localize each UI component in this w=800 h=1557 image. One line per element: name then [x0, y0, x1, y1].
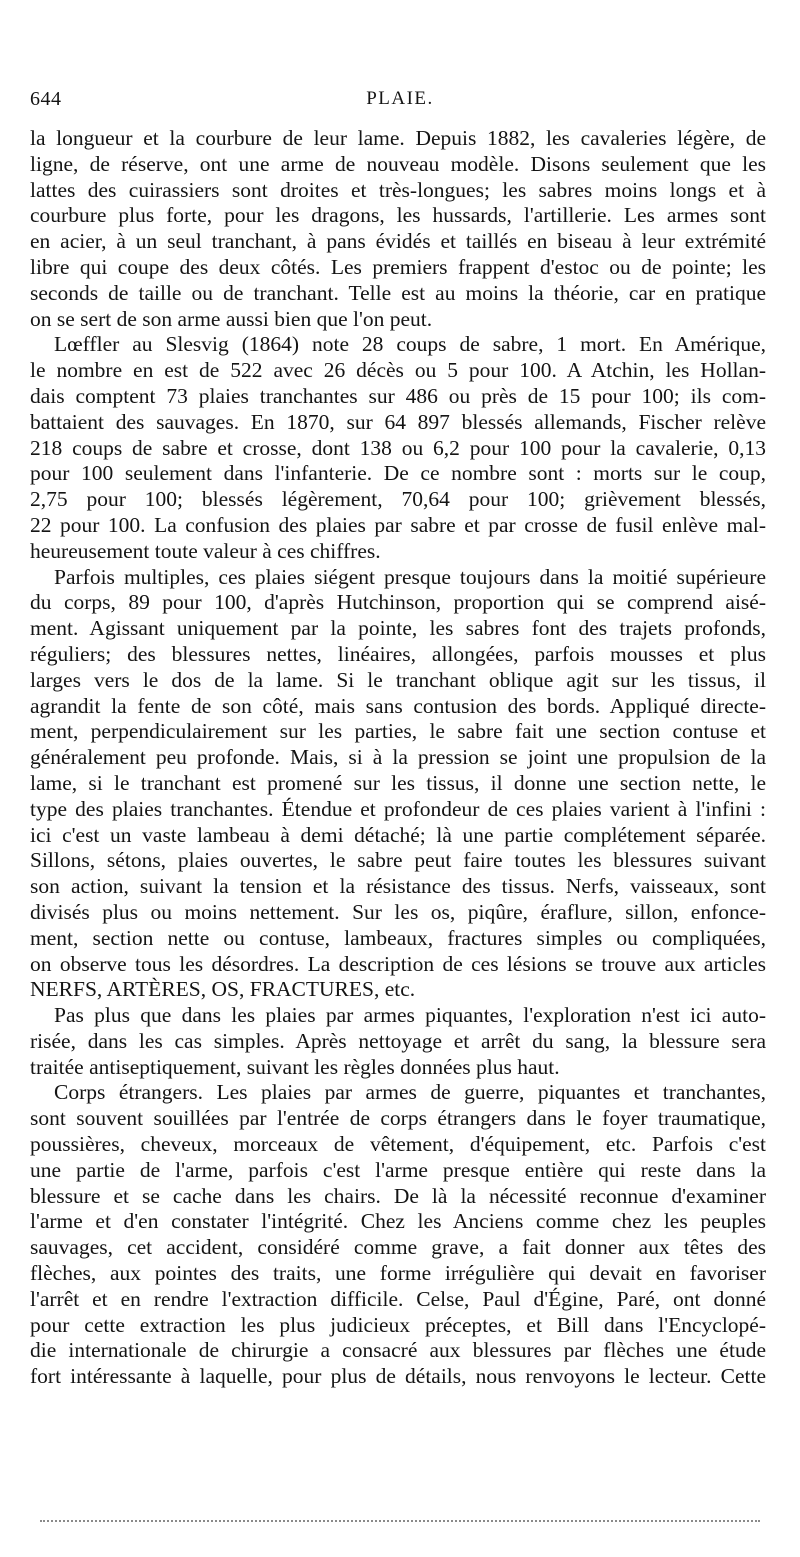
text-line: sauvages, cet accident, considéré comme grave, a fait donner aux têtes des	[30, 1235, 766, 1260]
running-title: PLAIE.	[366, 88, 434, 109]
text-line: le nombre en est de 522 avec 26 décès ou 5 pour 100. A Atchin, les Hollan-	[30, 358, 766, 383]
text-line: une partie de l'arme, parfois c'est l'arme presque entière qui reste dans la	[30, 1157, 766, 1182]
text-line: ment, perpendiculairement sur les parties, le sabre fait une section contuse et	[30, 719, 766, 744]
text-line: son action, suivant la tension et la résistance des tissus. Nerfs, vaisseaux, sont	[30, 874, 766, 899]
text-line: lattes des cuirassiers sont droites et très-longues; les sabres moins longs et à	[30, 177, 766, 202]
text-line: l'arme et d'en constater l'intégrité. Chez les Anciens comme chez les peuples	[30, 1209, 766, 1234]
paragraph-first-line: Lœffler au Slesvig (1864) note 28 coups de sabre, 1 mort. En Amérique,	[54, 332, 766, 357]
text-line: dais comptent 73 plaies tranchantes sur 486 ou près de 15 pour 100; ils com-	[30, 383, 766, 408]
text-line: NERFS, ARTÈRES, OS, FRACTURES, etc.	[30, 977, 416, 1002]
text-line: blessure et se cache dans les chairs. De là la nécessité reconnue d'examiner	[30, 1183, 766, 1208]
text-line: ment. Agissant uniquement par la pointe, les sabres font des trajets profonds,	[30, 616, 766, 641]
text-line: pour 100 seulement dans l'infanterie. De ce nombre sont : morts sur le coup,	[30, 461, 766, 486]
text-line: 2,75 pour 100; blessés légèrement, 70,64 pour 100; grièvement blessés,	[30, 487, 766, 512]
text-line: la longueur et la courbure de leur lame. Depuis 1882, les cavaleries légère, de	[30, 126, 766, 150]
text-line: poussières, cheveux, morceaux de vêtement, d'équipement, etc. Parfois c'est	[30, 1132, 766, 1157]
text-line: lame, si le tranchant est promené sur les tissus, il donne une section nette, le	[30, 770, 766, 795]
paragraph-first-line: Parfois multiples, ces plaies siégent presque toujours dans la moitié supérieure	[54, 564, 766, 589]
text-line: flèches, aux pointes des traits, une forme irrégulière qui devait en favoriser	[30, 1261, 766, 1286]
text-line: die internationale de chirurgie a consacré aux blessures par flèches une étude	[30, 1338, 766, 1363]
text-line: risée, dans les cas simples. Après nettoyage et arrêt du sang, la blessure sera	[30, 1028, 766, 1053]
text-line: Sillons, sétons, plaies ouvertes, le sabre peut faire toutes les blessures suivant	[30, 848, 766, 873]
page-header	[30, 88, 770, 118]
text-line: réguliers; des blessures nettes, linéaires, allongées, parfois mousses et plus	[30, 641, 766, 666]
text-line: divisés plus ou moins nettement. Sur les os, piqûre, éraflure, sillon, enfonce-	[30, 899, 766, 924]
text-line: l'arrêt et en rendre l'extraction difficile. Celse, Paul d'Égine, Paré, ont donné	[30, 1286, 766, 1311]
text-line: type des plaies tranchantes. Étendue et profondeur de ces plaies varient à l'infini :	[30, 796, 766, 821]
text-line: généralement peu profonde. Mais, si à la pression se joint une propulsion de la	[30, 745, 766, 770]
text-line: traitée antiseptiquement, suivant les règles données plus haut.	[30, 1054, 560, 1079]
text-line: on observe tous les désordres. La description de ces lésions se trouve aux articles	[30, 951, 766, 976]
text-line: larges vers le dos de la lame. Si le tranchant oblique agit sur les tissus, il	[30, 667, 766, 692]
text-line: ment, section nette ou contuse, lambeaux, fractures simples ou compliquées,	[30, 925, 766, 950]
text-line: heureusement toute valeur à ces chiffres.	[30, 538, 381, 563]
text-line: fort intéressante à laquelle, pour plus de détails, nous renvoyons le lecteur. Cette	[30, 1364, 766, 1389]
text-line: seconds de taille ou de tranchant. Telle est au moins la théorie, car en pratique	[30, 280, 766, 305]
text-line: pour cette extraction les plus judicieux préceptes, et Bill dans l'Encyclopé-	[30, 1312, 766, 1337]
paragraph-first-line: Pas plus que dans les plaies par armes piquantes, l'exploration n'est ici auto-	[54, 1003, 766, 1028]
text-line: courbure plus forte, pour les dragons, les hussards, l'artillerie. Les armes sont	[30, 203, 766, 228]
text-line: ligne, de réserve, ont une arme de nouveau modèle. Disons seulement que les	[30, 151, 766, 176]
text-line: 218 coups de sabre et crosse, dont 138 ou 6,2 pour 100 pour la cavalerie, 0,13	[30, 435, 766, 460]
text-line: on se sert de son arme aussi bien que l'on peut.	[30, 306, 433, 331]
text-line: sont souvent souillées par l'entrée de corps étrangers dans le foyer traumatique,	[30, 1106, 766, 1131]
text-line: libre qui coupe des deux côtés. Les premiers frappent d'estoc ou de pointe; les	[30, 254, 766, 279]
footer-dotted-rule	[40, 1520, 760, 1522]
paragraph-first-line: Corps étrangers. Les plaies par armes de guerre, piquantes et tranchantes,	[54, 1080, 766, 1105]
text-line: ici c'est un vaste lambeau à demi détaché; là une partie complétement séparée.	[30, 822, 766, 847]
text-line: du corps, 89 pour 100, d'après Hutchinson, proportion qui se comprend aisé-	[30, 590, 766, 615]
text-line: battaient des sauvages. En 1870, sur 64 897 blessés allemands, Fischer relève	[30, 409, 766, 434]
text-line: agrandit la fente de son côté, mais sans contusion des bords. Appliqué directe-	[30, 693, 766, 718]
page-number: 644	[30, 88, 62, 110]
text-line: en acier, à un seul tranchant, à pans évidés et taillés en biseau à leur extrémité	[30, 229, 766, 254]
body-text	[30, 126, 766, 1390]
text-line: 22 pour 100. La confusion des plaies par sabre et par crosse de fusil enlève mal-	[30, 512, 766, 537]
